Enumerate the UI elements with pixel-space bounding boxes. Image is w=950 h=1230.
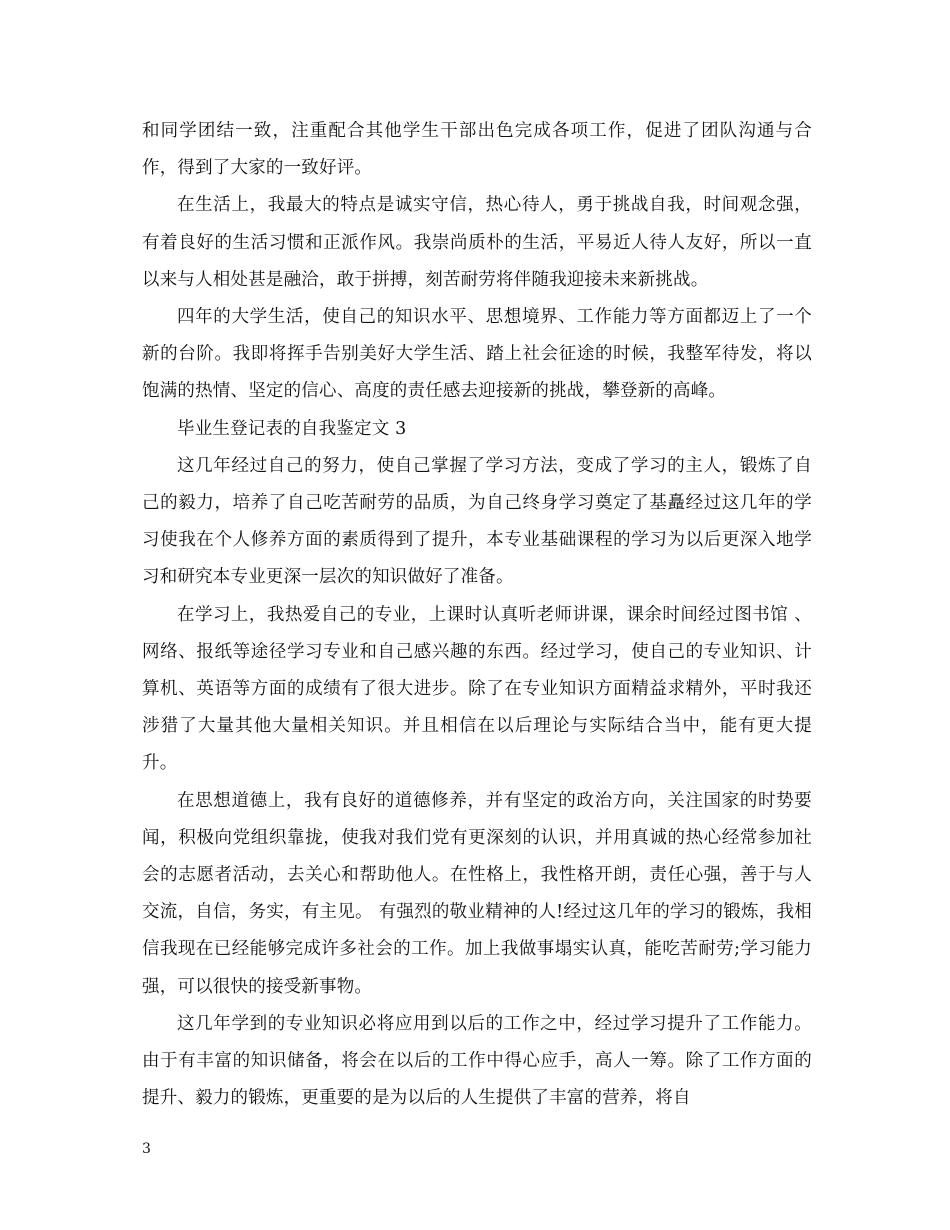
page-number: 3 (142, 1141, 151, 1157)
paragraph-2: 在生活上，我最大的特点是诚实守信，热心待人，勇于挑战自我，时间观念强，有着良好的生活习惯和正派作风。我崇尚质朴的生活，平易近人待人友好，所以一直以来与人相处甚是融洽，敢于拼搏，刻苦耐劳将伴随我迎接未来新挑战。 (142, 195, 812, 290)
paragraph-7: 这几年学到的专业知识必将应用到以后的工作之中，经过学习提升了工作能力。由于有丰富的知识储备，将会在以后的工作中得心应手，高人一筹。除了工作方面的提升、毅力的锻炼，更重要的是为以后的人生提供了丰富的营养，将自 (142, 1013, 812, 1109)
document-body (142, 113, 812, 1117)
paragraph-4: 这几年经过自己的努力，使自己掌握了学习方法，变成了学习的主人，锻炼了自己的毅力，培养了自己吃苦耐劳的品质，为自己终身学习奠定了基矗经过这几年的学习使我在个人修养方面的素质得到了提升，本专业基础课程的学习为以后更深入地学习和研究本专业更深一层次的知识做好了准备。 (142, 455, 812, 588)
section-heading: 毕业生登记表的自我鉴定文 3 (177, 418, 407, 439)
paragraph-5: 在学习上，我热爱自己的专业，上课时认真听老师讲课，课余时间经过图书馆 、网络、报纸等途径学习专业和自己感兴趣的东西。经过学习，使自己的专业知识、计算机、英语等方面的成绩有了很大进步。除了在专业知识方面精益求精外，平时我还涉猎了大量其他大量相关知识。并且相信在以后理论与实际结合当中，能有更大提升。 (142, 604, 812, 774)
paragraph-3: 四年的大学生活，使自己的知识水平、思想境界、工作能力等方面都迈上了一个新的台阶。我即将挥手告别美好大学生活、踏上社会征途的时候，我整军待发，将以饱满的热情、坚定的信心、高度的责任感去迎接新的挑战，攀登新的高峰。 (142, 307, 812, 402)
paragraph-6: 在思想道德上，我有良好的道德修养，并有坚定的政治方向，关注国家的时势要闻，积极向党组织靠拢，使我对我们党有更深刻的认识，并用真诚的热心经常参加社会的志愿者活动，去关心和帮助他人。在性格上，我性格开朗，责任心强，善于与人交流，自信，务实，有主见。 有强烈的敬业精神的人!经过这几年的学习的锻炼，我相信我现在已经能够完成许多社会的工作。加上我做事塌实认真，能吃苦耐劳;学习能力强，可以很快的接受新事物。 (142, 790, 812, 997)
paragraph-1: 和同学团结一致，注重配合其他学生干部出色完成各项工作，促进了团队沟通与合作，得到了大家的一致好评。 (142, 121, 812, 179)
